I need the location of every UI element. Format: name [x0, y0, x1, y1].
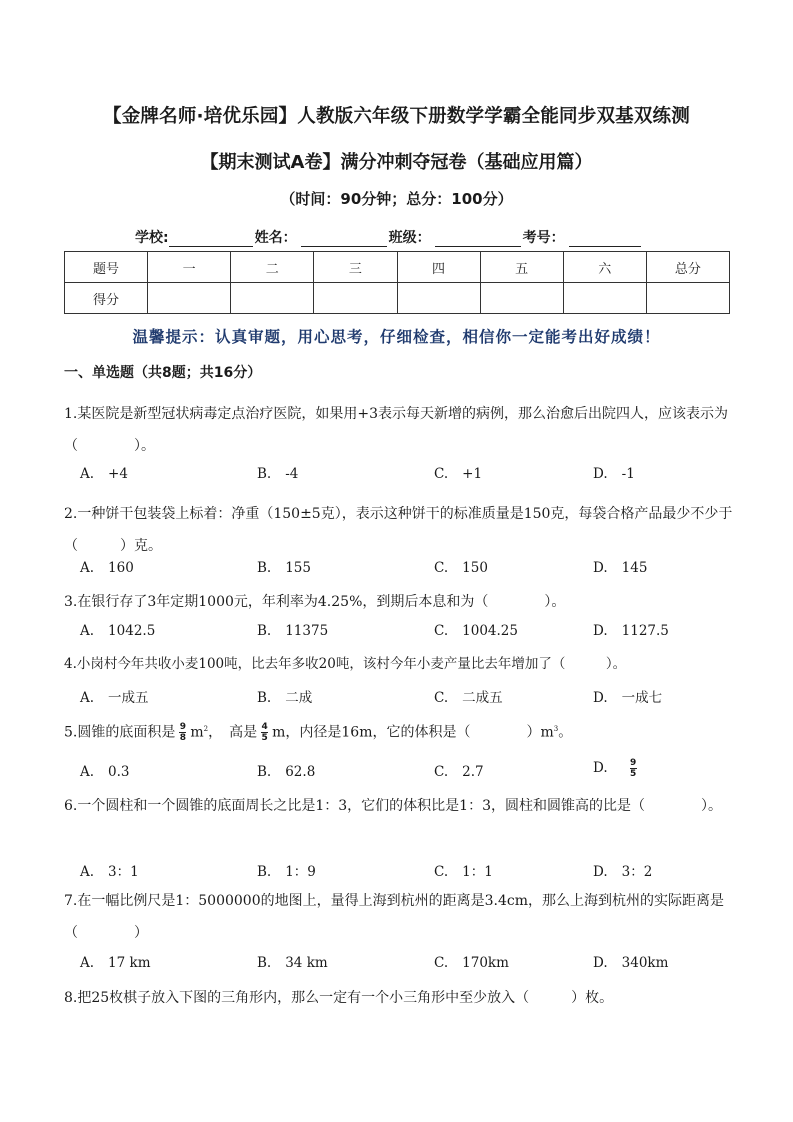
question-5: 5.圆锥的底面积是 $\frac{9}{8}$ $m^2$， 高是 $\frac{4}{5}$ m，内径是16m，它的体积是（ ）$m^3$。 [64, 722, 573, 744]
question-7-options [80, 955, 740, 979]
header-cell: 二 [231, 252, 314, 283]
option-b[interactable]: B. 11375 [257, 623, 329, 639]
score-cell[interactable] [480, 283, 563, 314]
header-cell: 一 [148, 252, 231, 283]
option-b[interactable]: B. 155 [257, 560, 311, 576]
score-cell[interactable] [231, 283, 314, 314]
score-cell[interactable] [397, 283, 480, 314]
score-cell[interactable] [314, 283, 397, 314]
score-cell[interactable] [148, 283, 231, 314]
fraction-nine-fifths: $\frac{9}{5}$ [630, 758, 637, 779]
option-d[interactable]: D. 145 [593, 560, 648, 576]
section-heading: 一、单选题（共8题；共16分） [64, 365, 262, 381]
time-info: （时间：90分钟；总分：100分） [280, 190, 513, 208]
school-label: 学校: [135, 230, 169, 246]
class-label: 班级： [388, 230, 431, 246]
question-3: 3.在银行存了3年定期1000元，年利率为4.25%，到期后本息和为（ ）。 [64, 594, 566, 610]
question-6: 6.一个圆柱和一个圆锥的底面周长之比是1：3，它们的体积比是1：3，圆柱和圆锥高的比是（ ）。 [64, 798, 722, 814]
option-b[interactable]: B. 1：9 [257, 864, 316, 880]
title-line-2: 【期末测试A卷】满分冲刺夺冠卷（基础应用篇） [200, 152, 593, 173]
option-d[interactable]: D. $\frac{9}{5}$ [593, 758, 637, 779]
header-cell: 五 [480, 252, 563, 283]
option-a[interactable]: A. +4 [80, 466, 128, 482]
option-c[interactable]: C. 1004.25 [434, 623, 518, 639]
question-4: 4.小岗村今年共收小麦100吨，比去年多收20吨，该村今年小麦产量比去年增加了（ ）。 [64, 656, 627, 672]
score-cell[interactable] [646, 283, 729, 314]
question-5-options [80, 758, 740, 788]
score-table [64, 251, 730, 314]
option-d[interactable]: D. 3：2 [593, 864, 653, 880]
fraction-four-fifths: $\frac{4}{5}$ [261, 722, 268, 744]
option-b[interactable]: B. 二成 [257, 690, 313, 706]
class-field[interactable] [435, 232, 521, 247]
header-cell: 总分 [646, 252, 729, 283]
option-b[interactable]: B. 62.8 [257, 764, 316, 780]
name-field[interactable] [301, 232, 387, 247]
option-c[interactable]: C. 2.7 [434, 764, 484, 780]
score-cell[interactable] [563, 283, 646, 314]
option-a[interactable]: A. 17 km [80, 955, 151, 971]
question-4-options [80, 686, 740, 710]
school-field[interactable] [169, 232, 253, 247]
option-c[interactable]: C. 1：1 [434, 864, 493, 880]
header-cell: 六 [563, 252, 646, 283]
header-cell: 三 [314, 252, 397, 283]
student-info-line [135, 227, 643, 247]
score-table-header-row [65, 252, 730, 283]
option-b[interactable]: B. -4 [257, 466, 299, 482]
option-a[interactable]: A. 160 [80, 560, 134, 576]
option-a[interactable]: A. 3：1 [80, 864, 139, 880]
exam-number-label: 考号： [522, 230, 565, 246]
question-1-options [80, 466, 740, 490]
score-table-score-row [65, 283, 730, 314]
option-d[interactable]: D. 340km [593, 955, 669, 971]
name-label: 姓名： [254, 230, 297, 246]
question-2: 2.一种饼干包装袋上标着：净重（150±5克），表示这种饼干的标准质量是150克，每袋合格产品最少不少于（ ）克。 [64, 506, 733, 554]
question-6-options [80, 860, 740, 884]
exam-number-field[interactable] [569, 232, 641, 247]
option-c[interactable]: C. 二成五 [434, 690, 503, 706]
warm-tip: 温馨提示：认真审题，用心思考，仔细检查，相信你一定能考出好成绩！ [132, 328, 661, 346]
title-line-1: 【金牌名师·培优乐园】人教版六年级下册数学学霸全能同步双基双练测 [103, 106, 690, 127]
question-1: 1.某医院是新型冠状病毒定点治疗医院，如果用+3表示每天新增的病例，那么治愈后出院四人，应该表示为（ ）。 [64, 406, 728, 454]
option-d[interactable]: D. 1127.5 [593, 623, 669, 639]
fraction-nine-eighths: $\frac{9}{8}$ [179, 722, 186, 744]
question-7: 7.在一幅比例尺是1：5000000的地图上，量得上海到杭州的距离是3.4cm，那么上海到杭州的实际距离是（ ） [64, 893, 724, 941]
question-8: 8.把25枚棋子放入下图的三角形内，那么一定有一个小三角形中至少放入（ ）枚。 [64, 990, 614, 1006]
question-2-options [80, 560, 740, 584]
option-a[interactable]: A. 一成五 [80, 690, 149, 706]
option-c[interactable]: C. 150 [434, 560, 488, 576]
option-c[interactable]: C. 170km [434, 955, 509, 971]
header-cell: 题号 [65, 252, 148, 283]
option-d[interactable]: D. -1 [593, 466, 635, 482]
option-d[interactable]: D. 一成七 [593, 690, 663, 706]
header-cell: 四 [397, 252, 480, 283]
score-row-label: 得分 [65, 283, 148, 314]
question-3-options [80, 623, 740, 647]
option-a[interactable]: A. 0.3 [80, 764, 130, 780]
option-b[interactable]: B. 34 km [257, 955, 328, 971]
option-a[interactable]: A. 1042.5 [80, 623, 156, 639]
option-c[interactable]: C. +1 [434, 466, 483, 482]
